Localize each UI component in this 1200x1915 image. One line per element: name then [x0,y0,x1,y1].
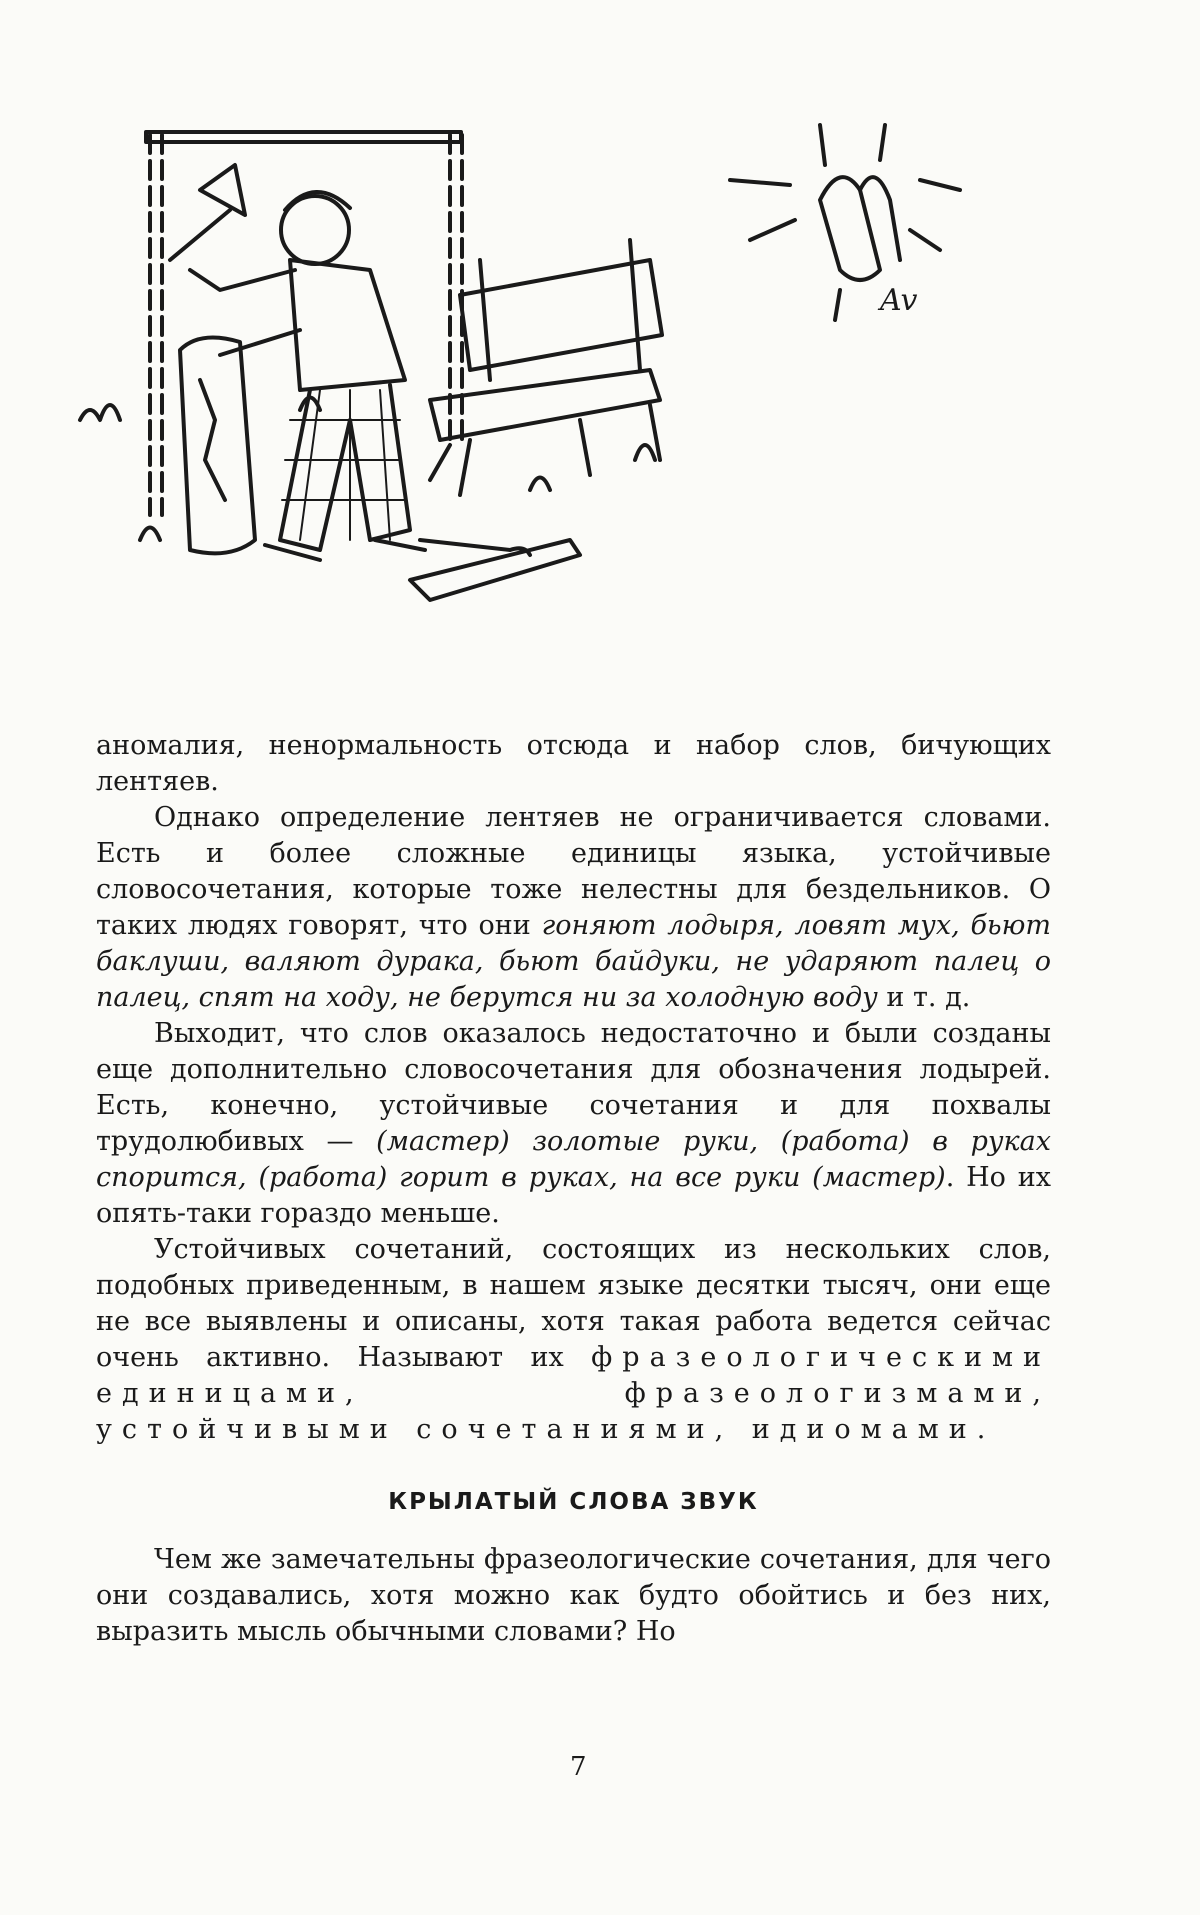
paragraph-5: Чем же замечательны фразеологические сочетания, для чего они создавались, хотя можно как будто обойтись и без них, выразить мысль обычными словами? Но [96,1544,1051,1647]
paragraph-1: аномалия, ненормальность отсюда и набор слов, бичующих лентяев. [96,730,1051,797]
paragraph-4: Устойчивых сочетаний, состоящих из нескольких слов, подобных приведенным, в нашем языке десятки тысяч, они еще не все выявлены и описаны, хотя такая работа ведется сейчас очень активно. Называют их фразеологическими единицами, фразеологизмами, устойчивыми сочетаниями, идиомами. [96,1234,1051,1445]
paragraph-2: Однако определение лентяев не ограничивается словами. Есть и более сложные единицы языка, устойчивые словосочетания, которые тоже нелестны для бездельников. О таких людях говорят, что они гоняют лодыря, ловят мух, бьют баклуши, валяют дурака, бьют байдуки, не ударяют палец о палец, спят на ходу, не берутся ни за холодную воду и т. д. [96,802,1051,1013]
clapping-hands-icon [820,177,880,280]
frame-top [146,132,461,142]
woodcutter-frame-bench-icon [50,120,1150,720]
paragraph-3: Выходит, что слов оказалось недостаточно и были созданы еще дополнительно словосочетания для обозначения лодырей. Есть, конечно, устойчивые сочетания и для похвалы трудолюбивых — (мастер) золотые руки, (работа) в руках спорится, (работа) горит в руках, на все руки (мастер). Но их опять-таки гораздо меньше. [96,1018,1052,1229]
bench-seat [430,370,660,440]
signature: Av [880,283,918,318]
section-heading: КРЫЛАТЫЙ СЛОВА ЗВУК [388,1489,759,1515]
text-body [96,728,1051,1650]
illustration [50,120,1150,720]
page-number: 7 [570,1752,587,1782]
